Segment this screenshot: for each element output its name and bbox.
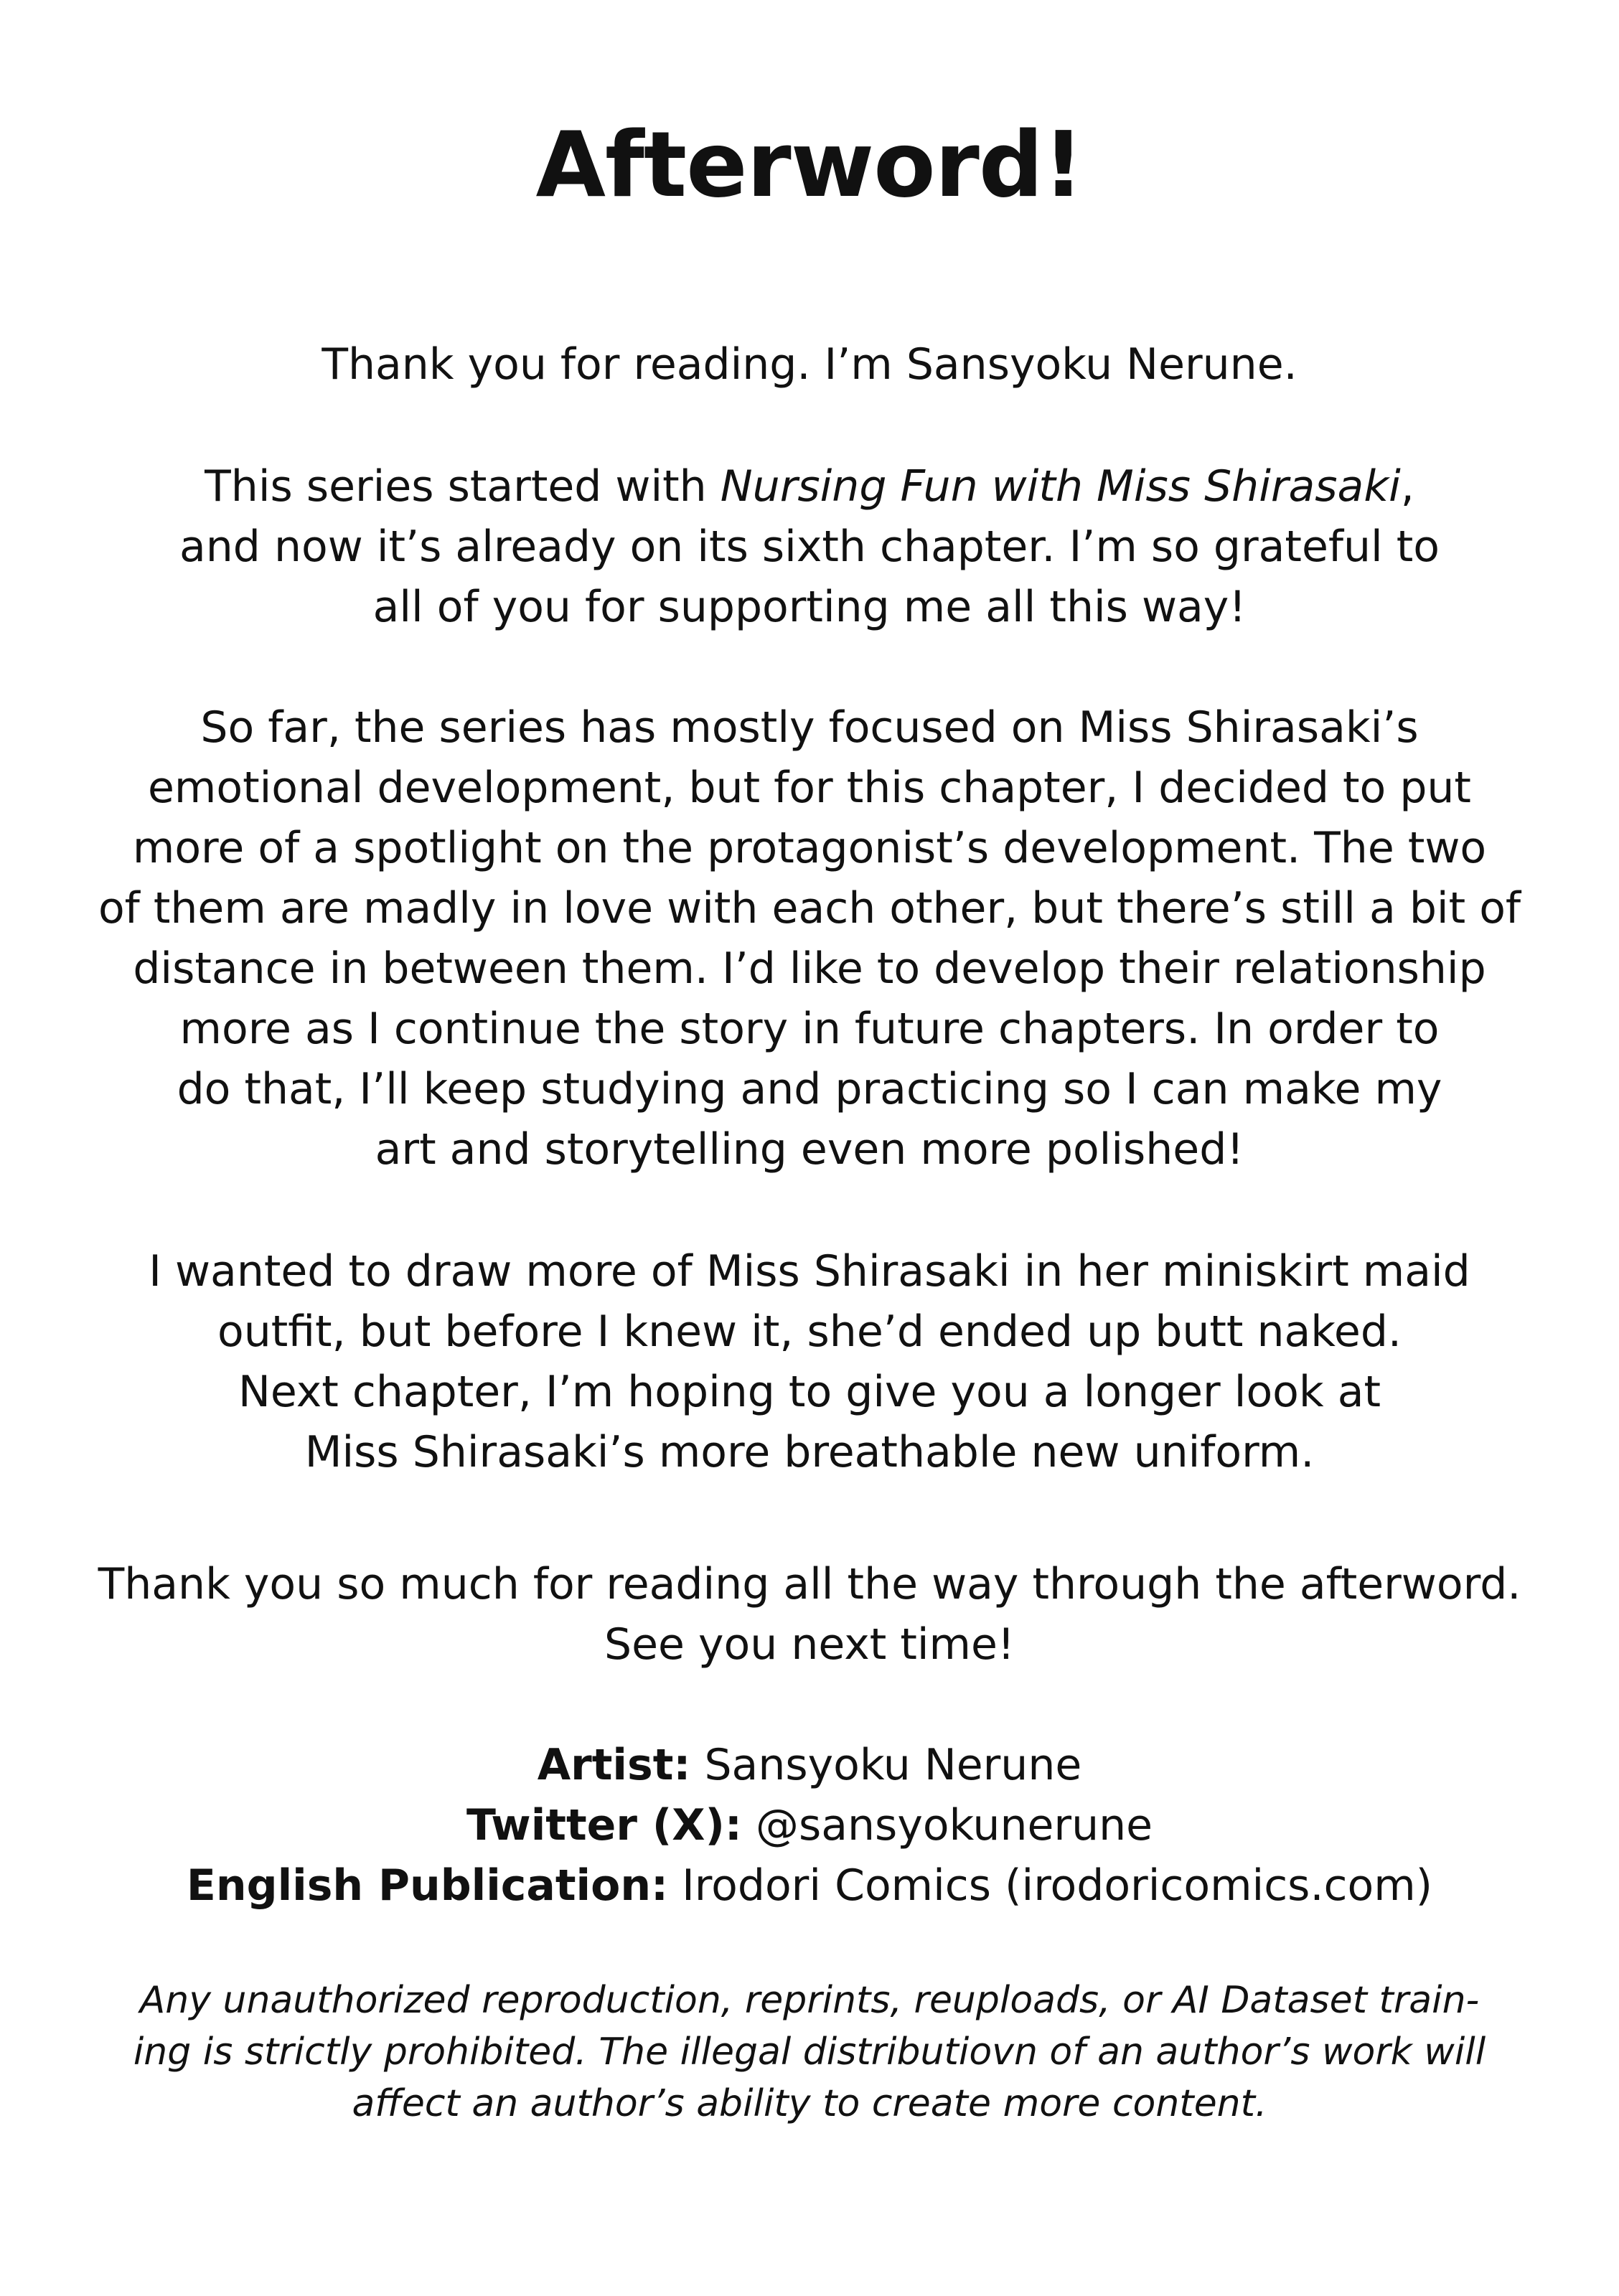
paragraph-closing: [86, 1554, 1533, 1675]
credit-value: Irodori Comics (irodoricomics.com): [682, 1860, 1433, 1911]
text-fragment: This series started with: [205, 461, 721, 512]
text-fragment: ,: [1400, 461, 1414, 512]
paragraph-thanks: [86, 334, 1533, 395]
text-line: affect an author’s ability to create more content.: [352, 2082, 1267, 2125]
text-line: art and storytelling even more polished!: [375, 1124, 1244, 1175]
text-line: all of you for supporting me all this way!: [372, 582, 1247, 632]
text-line: Next chapter, I’m hoping to give you a longer look at: [238, 1367, 1381, 1417]
credit-label: Artist:: [537, 1740, 691, 1790]
credit-value: @sansyokunerune: [756, 1800, 1153, 1850]
text-line: more of a spotlight on the protagonist’s development. The two: [132, 823, 1487, 873]
text-line: [86, 456, 1533, 517]
text-line: of them are madly in love with each other, but there’s still a bit of: [98, 883, 1521, 933]
text-line: So far, the series has mostly focused on Miss Shirasaki’s: [200, 702, 1419, 753]
credit-artist: [86, 1735, 1533, 1795]
paragraph-development: [86, 697, 1533, 1180]
text-line: Miss Shirasaki’s more breathable new uniform.: [304, 1427, 1315, 1477]
text-line: Thank you for reading. I’m Sansyoku Nerune.: [322, 339, 1297, 390]
text-line: outfit, but before I knew it, she’d ended up butt naked.: [217, 1307, 1402, 1357]
credit-label: Twitter (X):: [466, 1800, 742, 1850]
credit-publication: [86, 1855, 1533, 1916]
paragraph-maid-outfit: [86, 1241, 1533, 1482]
text-line: and now it’s already on its sixth chapter. I’m so grateful to: [179, 522, 1440, 572]
text-line: Thank you so much for reading all the way through the afterword.: [98, 1559, 1521, 1609]
credit-twitter: [86, 1795, 1533, 1855]
credit-value: Sansyoku Nerune: [704, 1740, 1082, 1790]
page-title: Afterword!: [535, 112, 1084, 217]
text-line: ing is strictly prohibited. The illegal distributiovn of an author’s work will: [133, 2031, 1486, 2074]
text-line: distance in between them. I’d like to develop their relationship: [133, 944, 1486, 994]
text-line: do that, I’ll keep studying and practicing so I can make my: [177, 1064, 1442, 1114]
credits-block: [86, 1735, 1533, 1916]
text-line: Any unauthorized reproduction, reprints, reuploads, or AI Dataset train-: [139, 1979, 1480, 2022]
text-line: more as I continue the story in future chapters. In order to: [179, 1004, 1440, 1054]
copyright-notice: [100, 1975, 1519, 2130]
text-line: See you next time!: [604, 1619, 1015, 1670]
text-line: emotional development, but for this chapter, I decided to put: [148, 763, 1471, 813]
text-line: I wanted to draw more of Miss Shirasaki in her miniskirt maid: [149, 1246, 1470, 1297]
paragraph-series-intro: [86, 456, 1533, 637]
work-title: Nursing Fun with Miss Shirasaki: [720, 461, 1401, 512]
credit-label: English Publication:: [186, 1860, 669, 1911]
